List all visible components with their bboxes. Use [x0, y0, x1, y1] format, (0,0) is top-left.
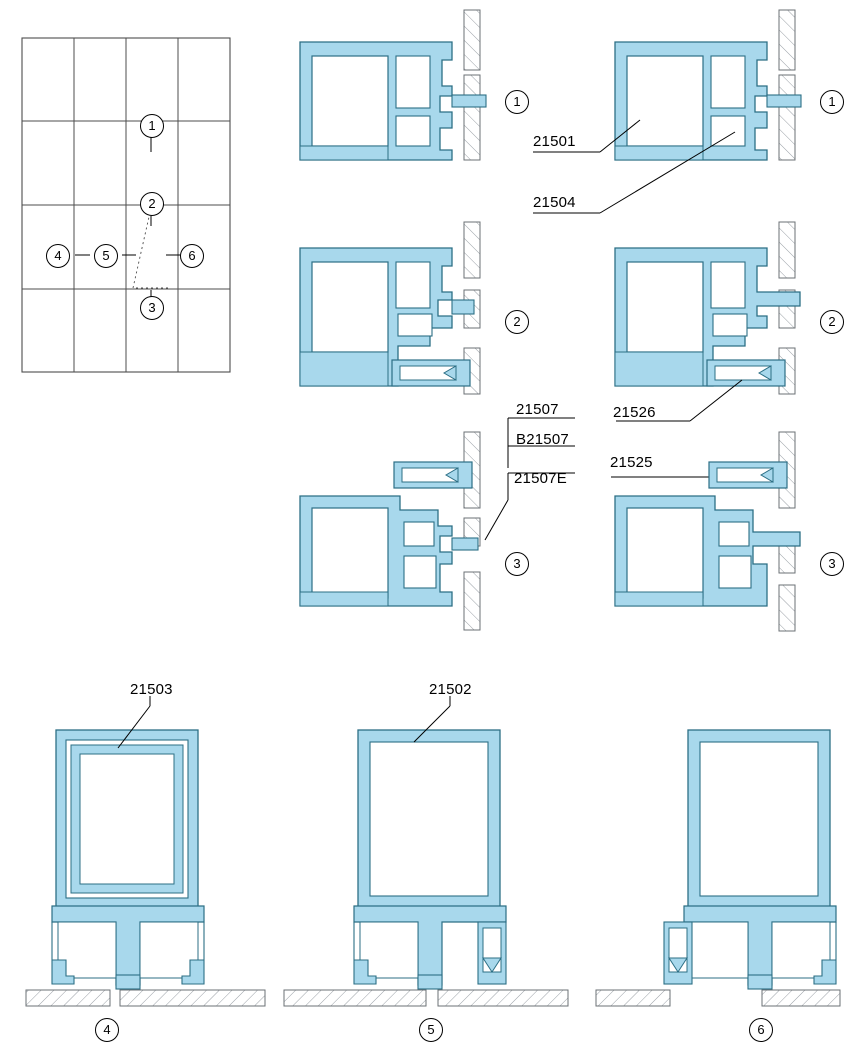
keyplan-marker-4[interactable]: 4	[46, 244, 70, 268]
keyplan-marker-2[interactable]: 2	[140, 192, 164, 216]
detail-marker-2-right[interactable]: 2	[820, 310, 844, 334]
keyplan-marker-1[interactable]: 1	[140, 114, 164, 138]
key-plan-group	[22, 38, 230, 372]
part-label-21525: 21525	[610, 454, 653, 471]
detail-marker-6[interactable]: 6	[749, 1018, 773, 1042]
detail-1-left	[300, 10, 486, 160]
part-label-21501: 21501	[533, 133, 576, 150]
detail-marker-4[interactable]: 4	[95, 1018, 119, 1042]
keyplan-marker-6[interactable]: 6	[180, 244, 204, 268]
detail-4	[26, 696, 265, 1006]
part-label-21526: 21526	[613, 404, 656, 421]
part-label-21504: 21504	[533, 194, 576, 211]
part-label-B21507: B21507	[516, 431, 569, 448]
detail-marker-3-left[interactable]: 3	[505, 552, 529, 576]
keyplan-marker-3[interactable]: 3	[140, 296, 164, 320]
part-label-21507E: 21507E	[514, 470, 567, 487]
detail-2-right	[611, 222, 800, 477]
detail-marker-1-right[interactable]: 1	[820, 90, 844, 114]
detail-marker-5[interactable]: 5	[419, 1018, 443, 1042]
detail-2-left	[300, 222, 480, 394]
detail-6	[596, 730, 840, 1006]
detail-marker-2-left[interactable]: 2	[505, 310, 529, 334]
detail-marker-3-right[interactable]: 3	[820, 552, 844, 576]
detail-1-right	[533, 10, 801, 213]
detail-marker-1-left[interactable]: 1	[505, 90, 529, 114]
detail-5	[284, 696, 568, 1006]
detail-3-left	[300, 418, 575, 630]
part-label-21507: 21507	[516, 401, 559, 418]
part-label-21502: 21502	[429, 681, 472, 698]
keyplan-marker-5[interactable]: 5	[94, 244, 118, 268]
part-label-21503: 21503	[130, 681, 173, 698]
